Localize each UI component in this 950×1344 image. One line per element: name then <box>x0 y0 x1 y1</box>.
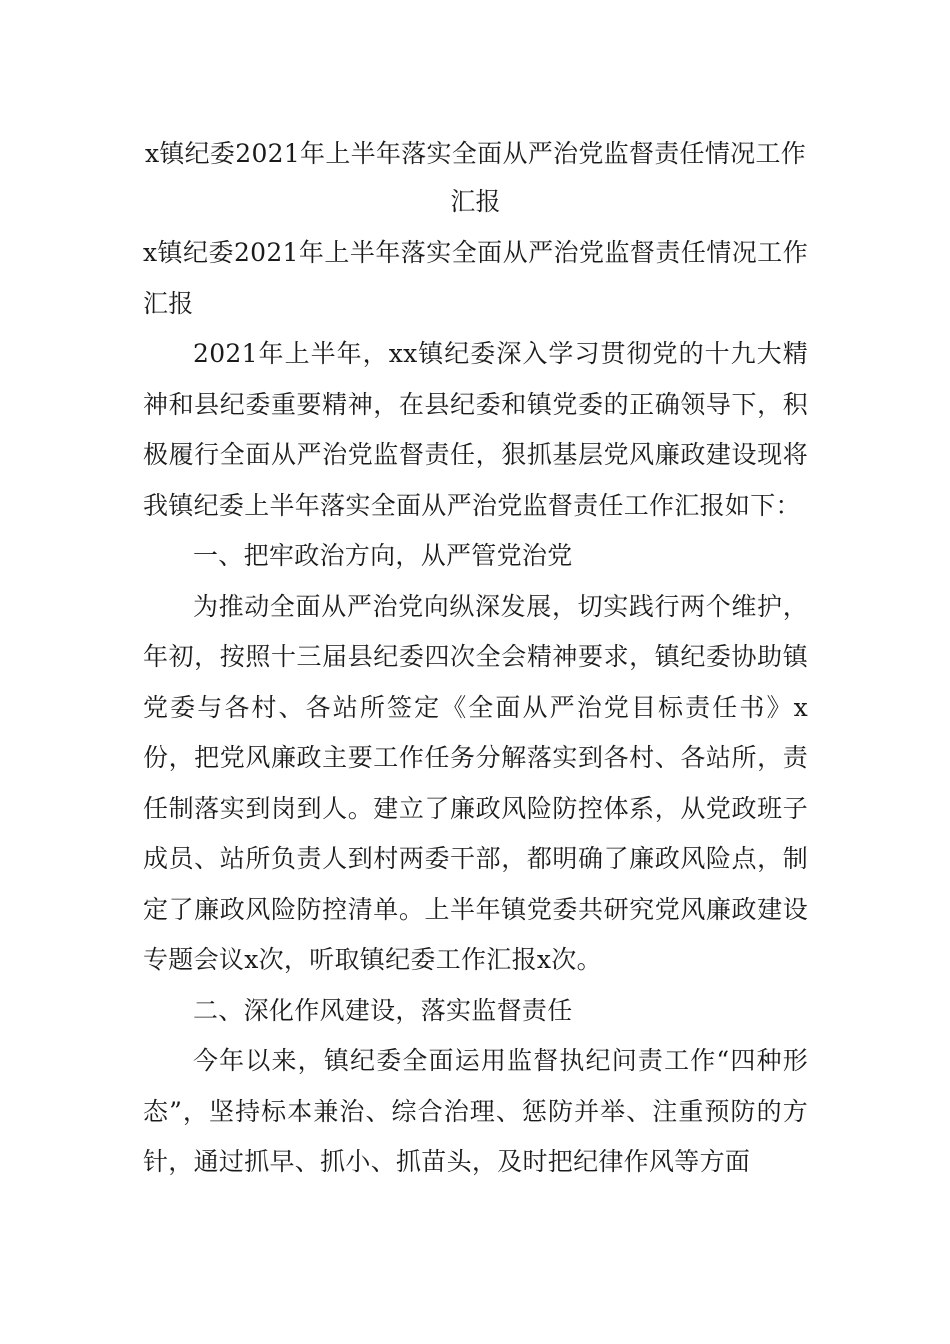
paragraph-section-2: 今年以来，镇纪委全面运用监督执纪问责工作“四种形态”，坚持标本兼治、综合治理、惩防并举、注重预防的方针，通过抓早、抓小、抓苗头，及时把纪律作风等方面 <box>143 1046 808 1176</box>
document-title: x镇纪委2021年上半年落实全面从严治党监督责任情况工作汇报 <box>144 139 807 216</box>
paragraph-intro: 2021年上半年，xx镇纪委深入学习贯彻党的十九大精神和县纪委重要精神，在县纪委和镇党委的正确领导下，积极履行全面从严治党监督责任，狠抓基层党风廉政建设现将我镇纪委上半年落实全面从严治党监督责任工作汇报如下： <box>143 339 808 520</box>
section-heading-1: 一、把牢政治方向，从严管党治党 <box>193 541 573 570</box>
document-subtitle: x镇纪委2021年上半年落实全面从严治党监督责任情况工作汇报 <box>143 238 808 318</box>
paragraph-section-1: 为推动全面从严治党向纵深发展，切实践行两个维护，年初，按照十三届县纪委四次全会精神要求，镇纪委协助镇党委与各村、各站所签定《全面从严治党目标责任书》x份，把党风廉政主要工作任务分解落实到各村、各站所，责任制落实到岗到人。建立了廉政风险防控体系，从党政班子成员、站所负责人到村两委干部，都明确了廉政风险点，制定了廉政风险防控清单。上半年镇党委共研究党风廉政建设专题会议x次，听取镇纪委工作汇报x次。 <box>143 591 808 974</box>
document-body <box>143 228 808 1188</box>
section-heading-2: 二、深化作风建设，落实监督责任 <box>193 995 573 1025</box>
